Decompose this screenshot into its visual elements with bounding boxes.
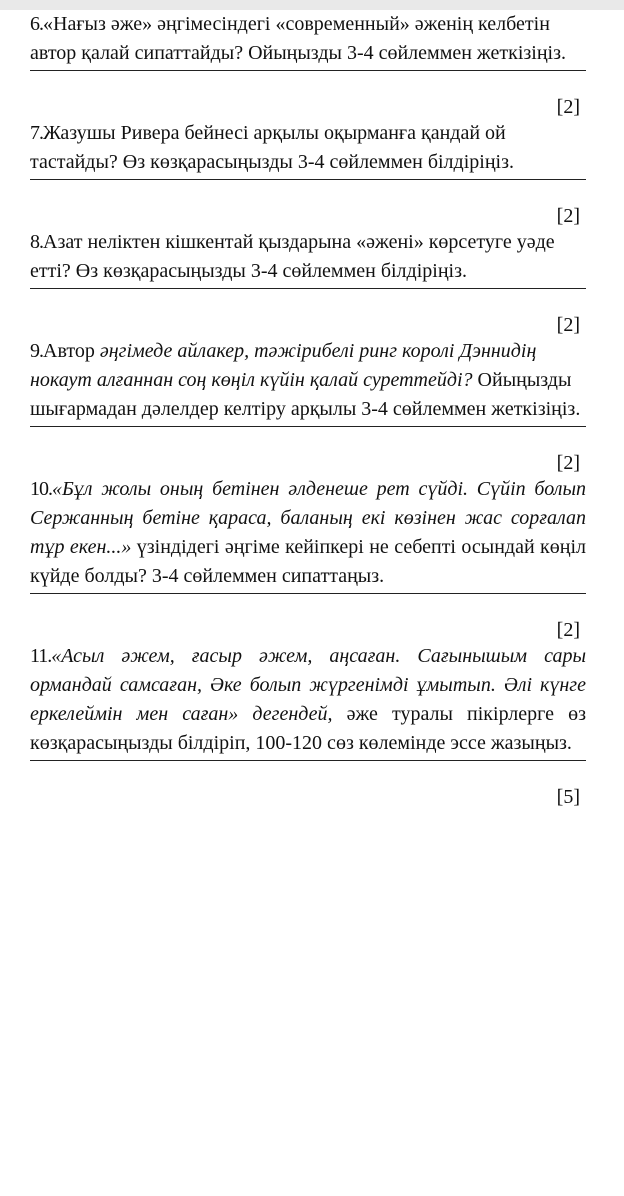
mark-label: [2] (556, 619, 580, 641)
question-lead: Автор (43, 340, 100, 362)
question-number: 10. (30, 478, 52, 500)
mark-label: [5] (556, 786, 580, 808)
answer-line (30, 760, 586, 761)
answer-line (30, 426, 586, 427)
question-8 (30, 228, 586, 286)
mark-label: [2] (556, 96, 580, 118)
question-text: үзіндідегі әңгіме кейіпкері не себепті осындай көңіл күйде болды? 3-4 сөйлеммен сипаттаңыз. (30, 536, 586, 587)
top-edge-bar (0, 0, 624, 10)
question-number: 6. (30, 13, 43, 35)
answer-line (30, 288, 586, 289)
question-number: 11. (30, 645, 52, 667)
question-text: Ойыңызды шығармадан дәлелдер келтіру арқылы 3-4 сөйлеммен жеткізіңіз. (30, 369, 581, 420)
question-7 (30, 119, 586, 177)
question-text: «Нағыз әже» әңгімесіндегі «современный» әженің келбетін автор қалай сипаттайды? Ойыңызды 3-4 сөйлеммен жеткізіңіз. (30, 13, 566, 64)
question-text: әже туралы пікірлерге өз көзқарасыңызды білдіріп, 100-120 сөз көлемінде эссе жазыңыз. (30, 703, 586, 754)
question-quote: «Асыл әжем, ғасыр әжем, аңсаған. Сағынышым сары ормандай самсаған, Әке болып жүргенімді ұмытып. Әлі күнге еркелеймін мен саған» дегендей, (30, 645, 586, 725)
exam-page (30, 10, 586, 809)
question-9 (30, 337, 586, 424)
answer-line (30, 593, 586, 594)
question-number: 9. (30, 340, 43, 362)
question-text: Азат неліктен кішкентай қыздарына «әжені» көрсетуге уәде етті? Өз көзқарасыңызды 3-4 сөйлеммен білдіріңіз. (30, 231, 555, 282)
question-quote: «Бұл жолы оның бетінен әлденеше рет сүйді. Сүйіп болып Сержанның бетіне қараса, баланың екі көзінен жас сорғалап тұр екен...» (30, 478, 586, 558)
question-11 (30, 642, 586, 758)
question-text: Жазушы Ривера бейнесі арқылы оқырманға қандай ой тастайды? Өз көзқарасыңызды 3-4 сөйлеммен білдіріңіз. (30, 122, 514, 173)
mark-label: [2] (556, 205, 580, 227)
mark-label: [2] (556, 452, 580, 474)
question-quote: әңгімеде айлакер, тәжірибелі ринг королі Дэннидің нокаут алғаннан соң көңіл күйін қалай суреттейді? (30, 340, 537, 391)
question-number: 7. (30, 122, 43, 144)
question-10 (30, 475, 586, 591)
question-6 (30, 10, 586, 68)
mark-label: [2] (556, 314, 580, 336)
answer-line (30, 70, 586, 71)
answer-line (30, 179, 586, 180)
question-number: 8. (30, 231, 43, 253)
